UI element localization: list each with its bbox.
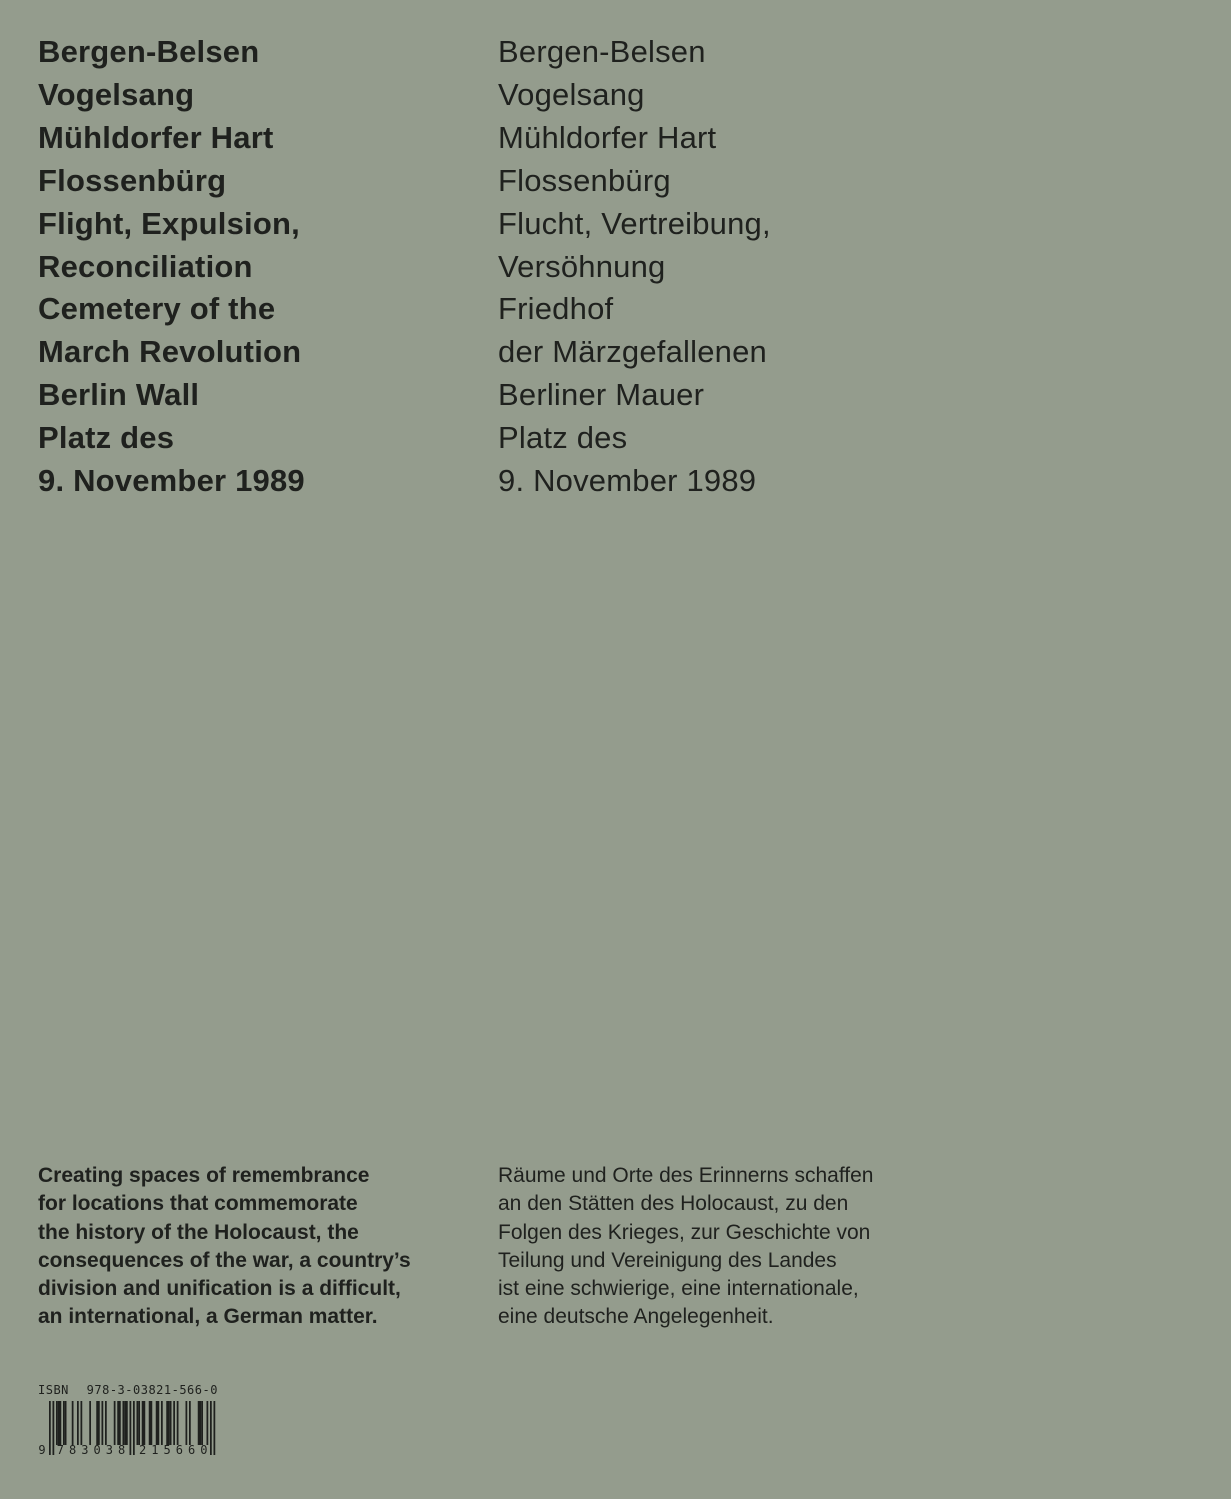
barcode-digit: 8 bbox=[118, 1443, 126, 1455]
barcode-digit: 7 bbox=[56, 1443, 64, 1455]
barcode-bar bbox=[56, 1401, 58, 1445]
barcode-guard-bar bbox=[210, 1401, 212, 1455]
barcode-bar bbox=[189, 1401, 191, 1445]
german-title-line: Bergen-Belsen bbox=[498, 34, 706, 69]
barcode-bar bbox=[123, 1401, 125, 1445]
barcode-bar bbox=[117, 1401, 119, 1445]
barcode-bar bbox=[201, 1401, 203, 1445]
barcode-guard-bar bbox=[49, 1401, 51, 1455]
barcode-bar bbox=[151, 1401, 153, 1445]
barcode-bar bbox=[137, 1401, 139, 1445]
barcode-digit: 3 bbox=[81, 1443, 89, 1455]
barcode-bar bbox=[58, 1401, 60, 1445]
english-blurb-line: for locations that commemorate bbox=[38, 1192, 358, 1216]
german-title-line: Vogelsang bbox=[498, 76, 645, 112]
barcode-bar bbox=[142, 1401, 144, 1445]
barcode-guard-bar bbox=[214, 1401, 216, 1455]
barcode-bar bbox=[81, 1401, 83, 1445]
english-title-column bbox=[38, 31, 478, 503]
german-title-line: Flucht, Vertreibung, bbox=[498, 205, 771, 241]
barcode-bar bbox=[98, 1401, 100, 1445]
german-blurb-line: eine deutsche Angelegenheit. bbox=[498, 1305, 774, 1329]
barcode-digit: 3 bbox=[105, 1443, 113, 1455]
barcode-digit: 6 bbox=[188, 1443, 196, 1455]
german-title-line: Flossenbürg bbox=[498, 162, 671, 198]
barcode-bar bbox=[60, 1401, 62, 1445]
barcode-digit: 2 bbox=[139, 1443, 147, 1455]
english-title-line: Berlin Wall bbox=[38, 377, 200, 413]
english-title-line: Platz des bbox=[38, 420, 175, 456]
german-blurb-line: an den Stätten des Holocaust, zu den bbox=[498, 1192, 849, 1216]
barcode-guard-bar bbox=[133, 1401, 135, 1455]
barcode-bar bbox=[186, 1401, 188, 1445]
barcode-bar bbox=[166, 1401, 168, 1445]
german-blurb bbox=[498, 1162, 958, 1332]
barcode-bar bbox=[63, 1401, 65, 1445]
barcode-digit: 1 bbox=[151, 1443, 159, 1455]
barcode-bar bbox=[96, 1401, 98, 1445]
barcode-digit: 5 bbox=[163, 1443, 171, 1455]
barcode-digit: 9 bbox=[38, 1443, 46, 1455]
barcode-guard-bar bbox=[130, 1401, 132, 1455]
barcode-bar bbox=[173, 1401, 175, 1445]
german-blurb-line: Folgen des Krieges, zur Geschichte von bbox=[498, 1220, 871, 1244]
german-title-line: der Märzgefallenen bbox=[498, 334, 767, 370]
english-blurb bbox=[38, 1162, 458, 1332]
barcode bbox=[38, 1399, 220, 1455]
english-title-line: Mühldorfer Hart bbox=[38, 119, 274, 155]
barcode-bar bbox=[77, 1401, 79, 1445]
barcode-guard-bar bbox=[53, 1401, 55, 1455]
barcode-bar bbox=[124, 1401, 126, 1445]
english-title-line: Cemetery of the bbox=[38, 291, 276, 327]
english-title-line: 9. November 1989 bbox=[38, 463, 305, 499]
barcode-digits bbox=[38, 1443, 207, 1455]
english-blurb-line: consequences of the war, a country’s bbox=[38, 1248, 411, 1272]
english-blurb-line: division and unification is a difficult, bbox=[38, 1277, 401, 1301]
english-title-line: Bergen-Belsen bbox=[38, 34, 260, 69]
barcode-bar bbox=[156, 1401, 158, 1445]
barcode-bar bbox=[102, 1401, 104, 1445]
english-title-line: Flight, Expulsion, bbox=[38, 205, 300, 241]
german-title-line: 9. November 1989 bbox=[498, 463, 757, 499]
isbn-label-row bbox=[38, 1383, 228, 1397]
english-title-line: Vogelsang bbox=[38, 76, 195, 112]
isbn-block bbox=[38, 1383, 228, 1455]
english-title-line: Reconciliation bbox=[38, 248, 253, 284]
barcode-bar bbox=[177, 1401, 179, 1445]
german-title-column bbox=[498, 31, 1058, 503]
barcode-bar bbox=[144, 1401, 146, 1445]
isbn-number: 978-3-03821-566-0 bbox=[86, 1383, 218, 1397]
barcode-bar bbox=[198, 1401, 200, 1445]
barcode-bar bbox=[200, 1401, 202, 1445]
barcode-bar bbox=[105, 1401, 107, 1445]
german-blurb-line: ist eine schwierige, eine internationale, bbox=[498, 1277, 859, 1301]
barcode-bar bbox=[65, 1401, 67, 1445]
barcode-bar bbox=[161, 1401, 163, 1445]
isbn-label: ISBN bbox=[38, 1383, 69, 1397]
barcode-digit: 0 bbox=[200, 1443, 208, 1455]
german-title-line: Versöhnung bbox=[498, 248, 666, 284]
barcode-bar bbox=[170, 1401, 172, 1445]
english-blurb-line: Creating spaces of remembrance bbox=[38, 1164, 370, 1187]
german-title-line: Mühldorfer Hart bbox=[498, 119, 717, 155]
german-blurb-line: Räume und Orte des Erinnerns schaffen bbox=[498, 1164, 874, 1187]
barcode-bar bbox=[119, 1401, 121, 1445]
german-title-line: Friedhof bbox=[498, 291, 614, 327]
barcode-bar bbox=[138, 1401, 140, 1445]
barcode-bar bbox=[207, 1401, 209, 1445]
english-title-line: Flossenbürg bbox=[38, 162, 227, 198]
german-title-line: Platz des bbox=[498, 420, 628, 456]
barcode-bar bbox=[72, 1401, 74, 1445]
barcode-digit: 8 bbox=[69, 1443, 77, 1455]
barcode-bar bbox=[149, 1401, 151, 1445]
german-title-line: Berliner Mauer bbox=[498, 377, 705, 413]
german-blurb-line: Teilung und Vereinigung des Landes bbox=[498, 1248, 837, 1272]
barcode-bar bbox=[158, 1401, 160, 1445]
barcode-digit: 0 bbox=[93, 1443, 101, 1455]
barcode-bar bbox=[126, 1401, 128, 1445]
barcode-bar bbox=[114, 1401, 116, 1445]
english-title-line: March Revolution bbox=[38, 334, 302, 370]
english-blurb-line: the history of the Holocaust, the bbox=[38, 1220, 359, 1244]
barcode-bar bbox=[89, 1401, 91, 1445]
english-blurb-line: an international, a German matter. bbox=[38, 1305, 378, 1329]
barcode-bar bbox=[168, 1401, 170, 1445]
barcode-digit: 6 bbox=[175, 1443, 183, 1455]
